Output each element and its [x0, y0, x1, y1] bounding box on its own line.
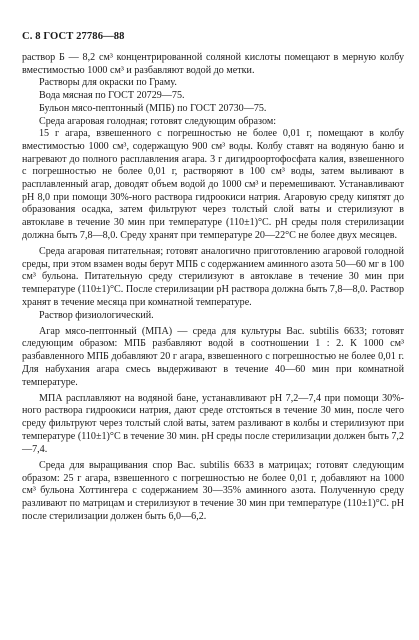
paragraph-nutrient-agar: Среда агаровая питательная; готовят аналогично приготовлению агаровой голодной среды, при этом взамен воды берут МПБ с содержанием аминного азота 50—60 мг в 100 см³ бульона. Питательную среду стерилизуют в автоклаве в течение 30 мин при температуре (110±1)°С. После стерилизации pH раствора должна быть 7,8—8,0. Раствор хранят в течение месяца при комнатной температуре. [22, 246, 404, 308]
paragraph-hungry-agar-title: Среда агаровая голодная; готовят следующим образом: [39, 115, 277, 127]
paragraph-mpb: Бульон мясо-пептонный (МПБ) по ГОСТ 20730—75. [39, 102, 267, 114]
document-body [22, 52, 404, 523]
paragraph-mpa: Агар мясо-пептонный (МПА) — среда для культуры Bac. subtilis 6633; готовят следующим образом: МПБ разбавляют водой в соотношении 1 : 2. К 1000 см³ разбавленного МПБ добавляют 20 г агара, взвешенного с погрешностью не более 0,01 г. Для набухания агара смесь выдерживают в течение 40—60 мин при комнатной температуре. [22, 325, 404, 388]
paragraph-solution-b: раствор Б — 8,2 см³ концентрированной соляной кислоты помещают в мерную колбу вместимостью 1000 см³ и разбавляют водой до метки. [22, 52, 404, 76]
paragraph-mpa-melting: МПА расплавляют на водяной бане, устанавливают pH 7,2—7,4 при помощи 30%-ного раствора гидроокиси натрия, дают среде отстояться в течение 30 мин, после чего среду фильтруют через толстый слой ваты, затем разливают в колбы и стерилизуют при температуре (110±1)°С в течение 30 мин. pH среды после стерилизации должен быть 7,2—7,4. [22, 392, 404, 455]
paragraph-meat-water: Вода мясная по ГОСТ 20729—75. [39, 90, 185, 102]
page-header: С. 8 ГОСТ 27786—88 [22, 31, 125, 42]
paragraph-saline: Раствор физиологический. [39, 309, 154, 321]
paragraph-hungry-agar-method: 15 г агара, взвешенного с погрешностью не более 0,01 г, помещают в колбу вместимостью 1000 см³, содержащую 900 см³ воды. Колбу ставят на водяную баню и нагревают до полного расплавления агара. 3 г дигидроортофосфата калия, взвешенного с погрешностью не более 0,01 г, растворяют в 100 см³ воды, затем выливают в расплавленный агар, доводят объем водой до 1000 см³ и перемешивают. Устанавливают pH 8,0 при помощи 30%-ного раствора гидроокиси натрия. Агаровую среду кипятят до образования осадка, затем фильтруют через толстый слой ваты и стерилизуют в автоклаве в течение 30 мин при температуре (110±1)°С. pH среды поля стерилизации должна быть 7,8—8,0. Среду хранят при температуре 20—22°С не более двух месяцев. [22, 128, 404, 241]
paragraph-spore-medium: Среда для выращивания спор Bac. subtilis 6633 в матрицах; готовят следующим образом: 25 г агара, взвешенного с погрешностью не более 0,01 г, добавляют на 1000 см³ бульона Хоттингера с содержанием 30—35% аминного азота. Полученную среду разливают по матрицам и стерилизуют в течение 30 мин при температуре (110±1)°С. pH после стерилизации должен быть 6,0—6,2. [22, 459, 404, 522]
paragraph-gram-stain: Растворы для окраски по Граму. [39, 77, 177, 89]
